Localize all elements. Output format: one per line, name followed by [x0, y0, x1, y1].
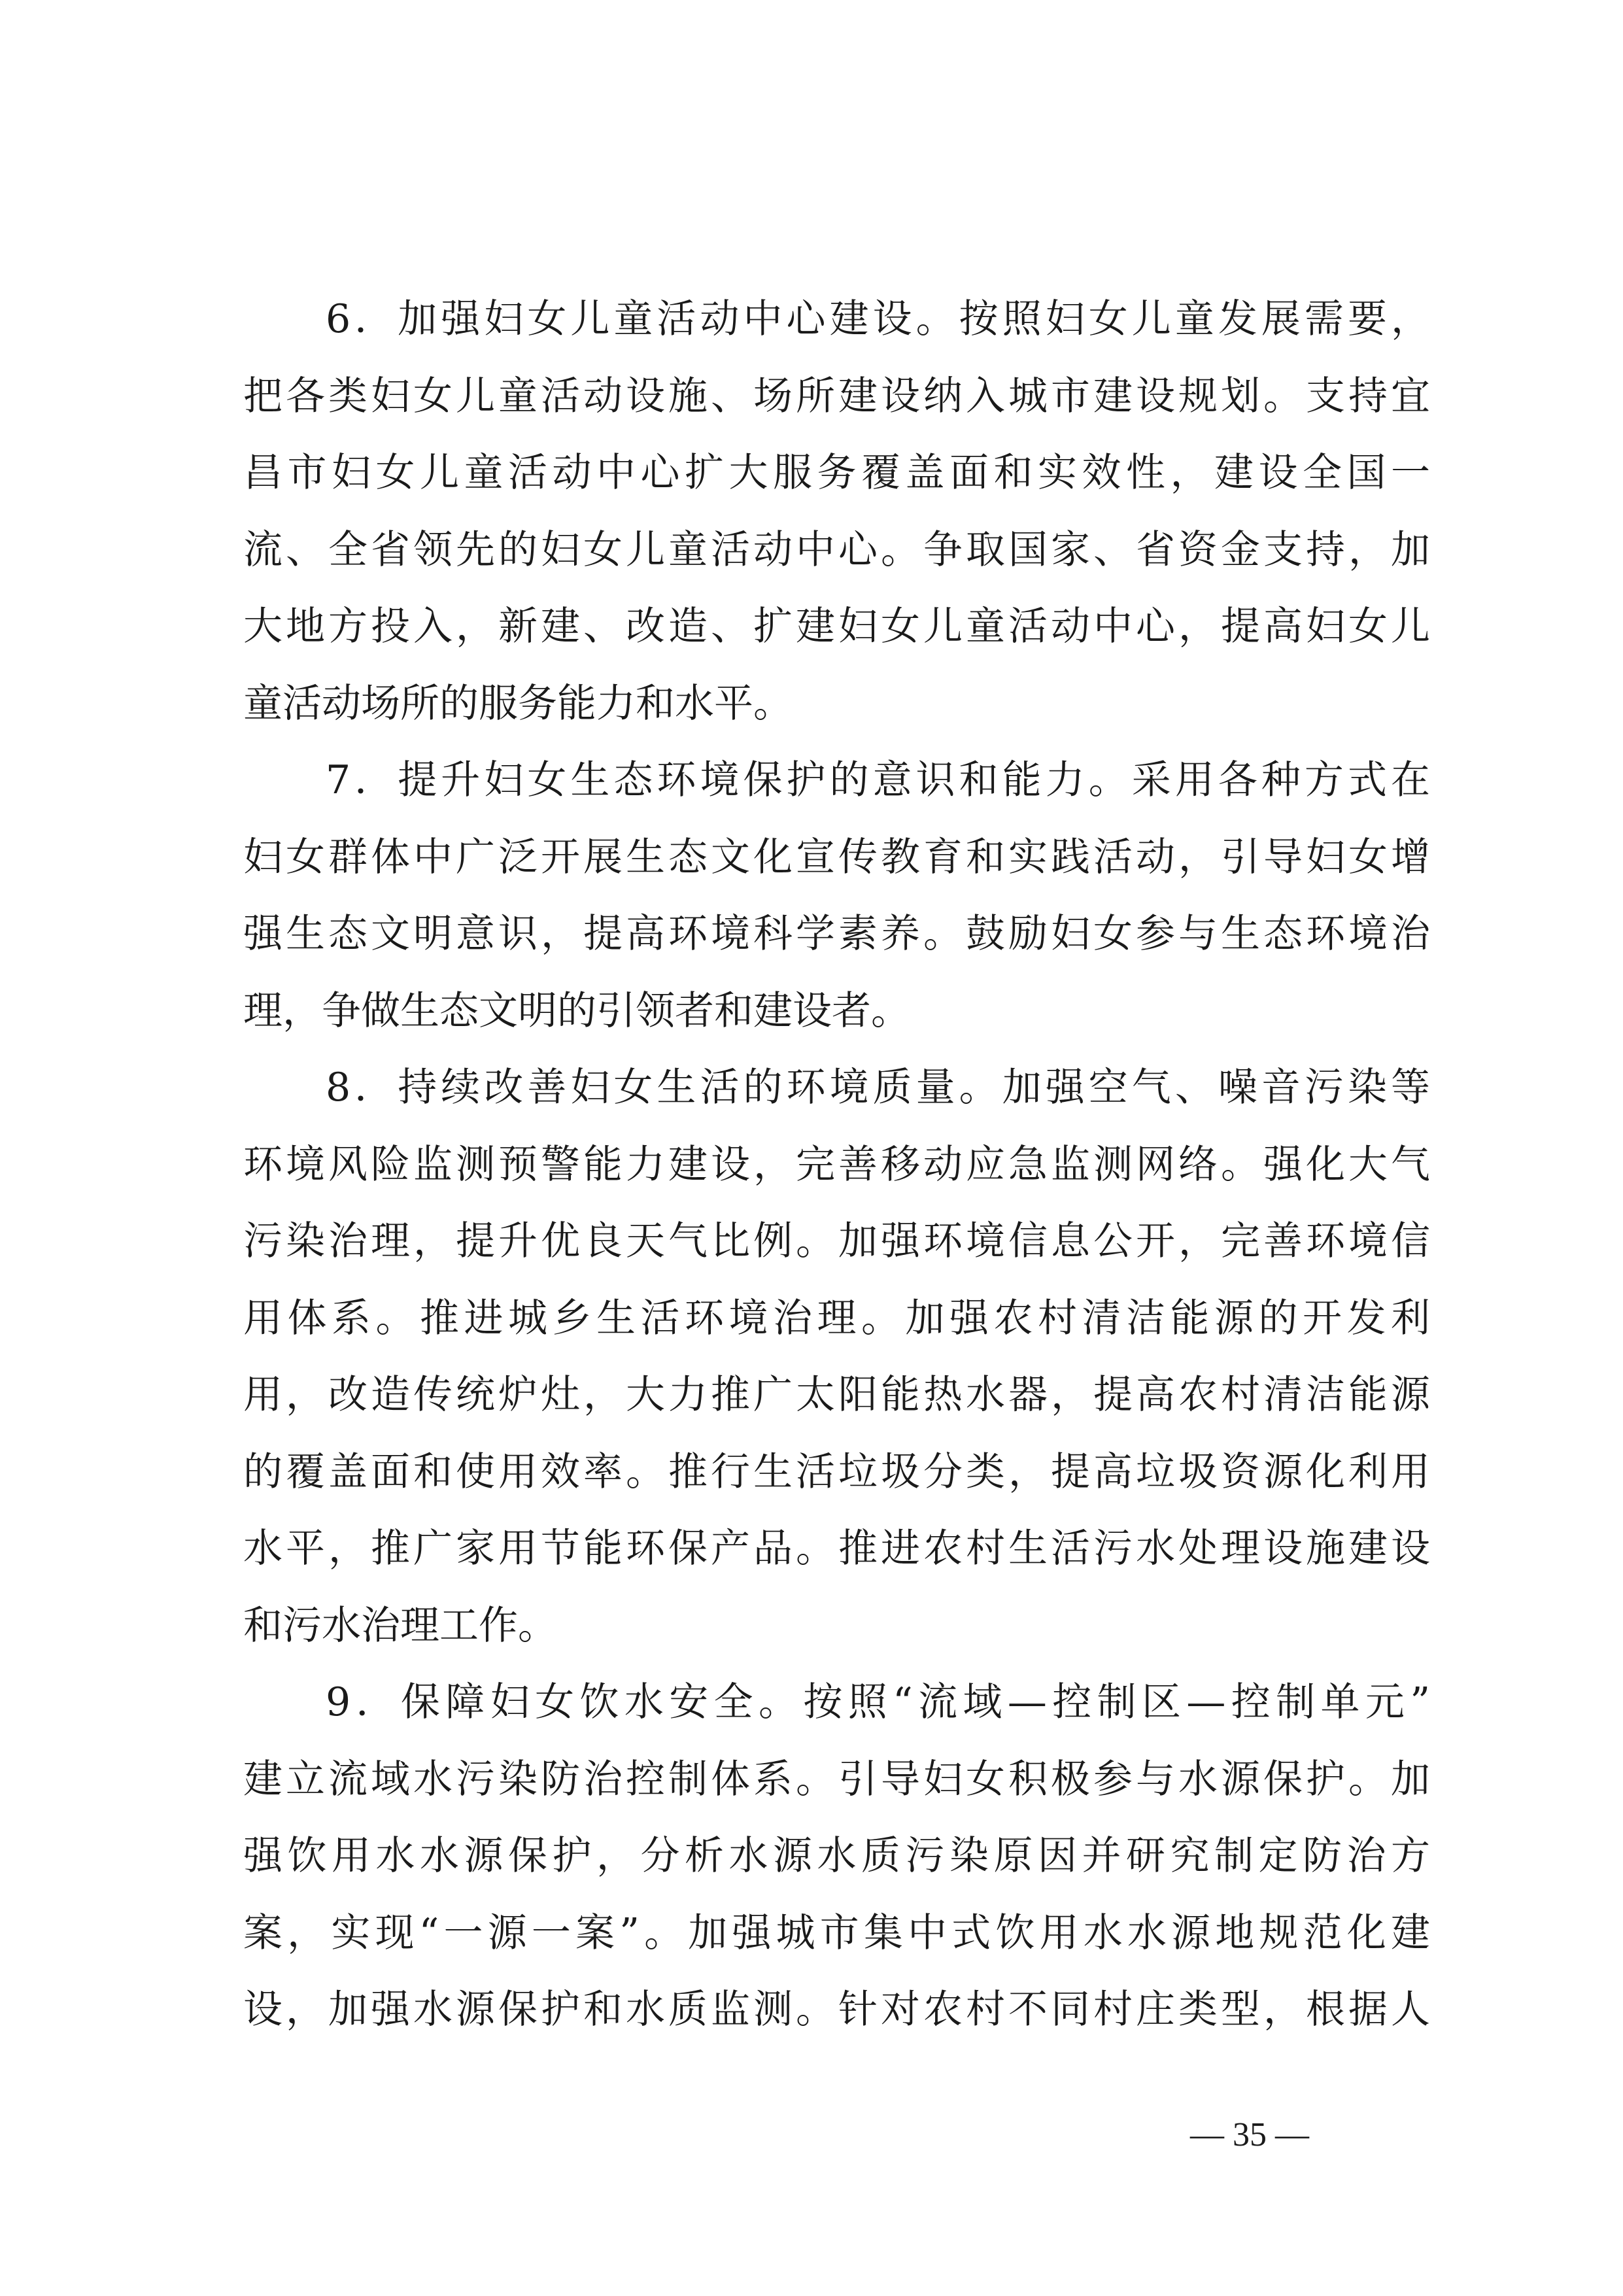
paragraph-8-line-2: 环境风险监测预警能力建设，完善移动应急监测网络。强化大气: [243, 1141, 1430, 1188]
paragraph-6-line-4: 流、全省领先的妇女儿童活动中心。争取国家、省资金支持，加: [243, 526, 1430, 573]
paragraph-9-line-1: 9．保障妇女饮水安全。按照“流域—控制区—控制单元”: [326, 1679, 1430, 1725]
paragraph-8-line-5: 用，改造传统炉灶，大力推广太阳能热水器，提高农村清洁能源: [243, 1372, 1430, 1418]
document-body: [243, 281, 1430, 2049]
paragraph-9-line-5: 设，加强水源保护和水质监测。针对农村不同村庄类型，根据人: [243, 1987, 1430, 2032]
paragraph-6-line-3: 昌市妇女儿童活动中心扩大服务覆盖面和实效性，建设全国一: [243, 450, 1430, 496]
page-number: — 35 —: [1190, 2116, 1309, 2153]
paragraph-6-line-2: 把各类妇女儿童活动设施、场所建设纳入城市建设规划。支持宜: [243, 373, 1430, 419]
paragraph-8-line-3: 污染治理，提升优良天气比例。加强环境信息公开，完善环境信: [243, 1218, 1430, 1264]
paragraph-6-line-5: 大地方投入，新建、改造、扩建妇女儿童活动中心，提高妇女儿: [243, 604, 1430, 649]
paragraph-7-line-3: 强生态文明意识，提高环境科学素养。鼓励妇女参与生态环境治: [243, 911, 1430, 957]
paragraph-8-line-4: 用体系。推进城乡生活环境治理。加强农村清洁能源的开发利: [243, 1295, 1430, 1341]
paragraph-7-line-1: 7．提升妇女生态环境保护的意识和能力。采用各种方式在: [326, 757, 1430, 803]
paragraph-9-line-4: 案，实现“一源一案”。加强城市集中式饮用水水源地规范化建: [243, 1910, 1430, 1956]
paragraph-8-line-1: 8．持续改善妇女生活的环境质量。加强空气、噪音污染等: [326, 1065, 1430, 1110]
paragraph-6-line-6: 童活动场所的服务能力和水平。: [243, 680, 793, 727]
paragraph-7-line-2: 妇女群体中广泛开展生态文化宣传教育和实践活动，引导妇女增: [243, 834, 1430, 880]
paragraph-9-line-2: 建立流域水污染防治控制体系。引导妇女积极参与水源保护。加: [243, 1756, 1430, 1802]
paragraph-8-line-7: 水平，推广家用节能环保产品。推进农村生活污水处理设施建设: [243, 1526, 1430, 1571]
paragraph-8-line-8: 和污水治理工作。: [243, 1602, 557, 1649]
paragraph-8-line-6: 的覆盖面和使用效率。推行生活垃圾分类，提高垃圾资源化利用: [243, 1448, 1430, 1495]
paragraph-6-line-1: 6．加强妇女儿童活动中心建设。按照妇女儿童发展需要，: [326, 296, 1430, 342]
paragraph-7-line-4: 理，争做生态文明的引领者和建设者。: [243, 987, 910, 1034]
paragraph-9-line-3: 强饮用水水源保护，分析水源水质污染原因并研究制定防治方: [243, 1833, 1430, 1879]
